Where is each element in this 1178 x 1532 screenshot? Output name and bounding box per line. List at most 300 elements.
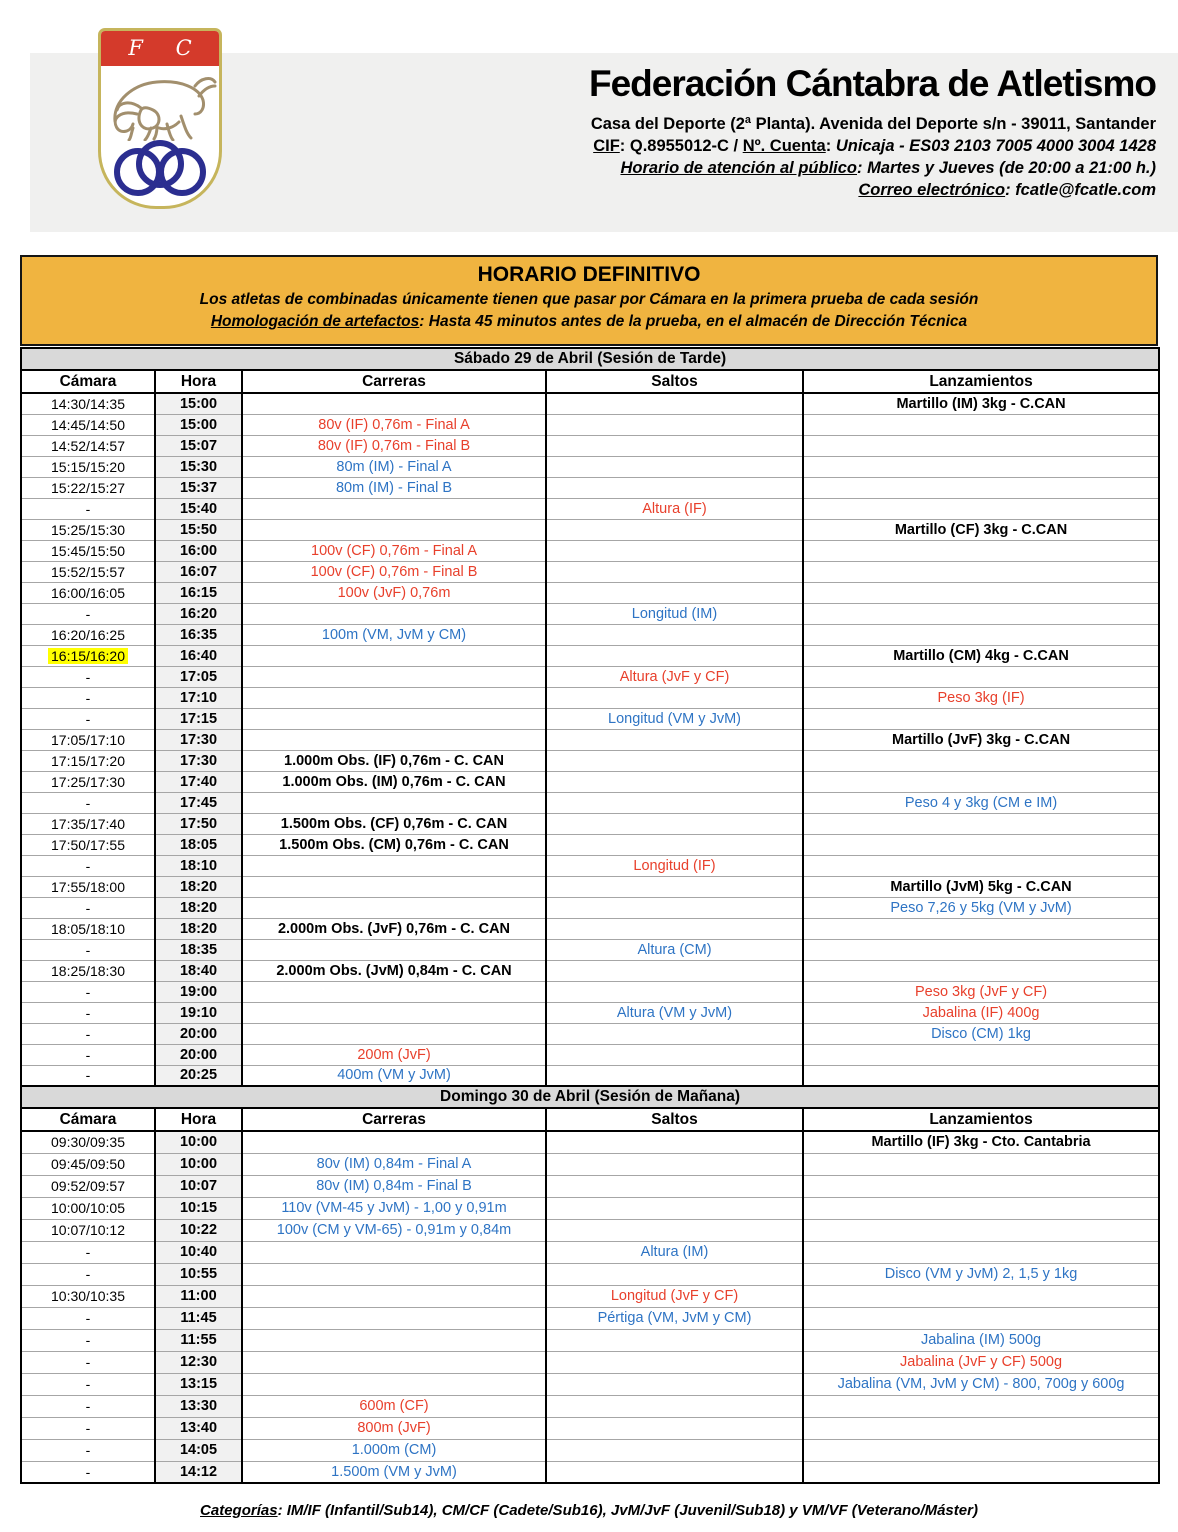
hora-cell: 15:37 bbox=[155, 477, 242, 498]
schedule-row bbox=[21, 708, 1159, 729]
saltos-cell bbox=[546, 1439, 803, 1461]
lanzamientos-cell: Jabalina (IM) 500g bbox=[803, 1329, 1159, 1351]
saltos-cell bbox=[546, 750, 803, 771]
carreras-cell: 80v (IF) 0,76m - Final B bbox=[242, 435, 546, 456]
hora-cell: 17:45 bbox=[155, 792, 242, 813]
schedule-row bbox=[21, 876, 1159, 897]
carreras-cell: 200m (JvF) bbox=[242, 1044, 546, 1065]
schedule-row bbox=[21, 1044, 1159, 1065]
lanzamientos-cell bbox=[803, 561, 1159, 582]
hora-cell: 17:30 bbox=[155, 729, 242, 750]
lanzamientos-cell bbox=[803, 834, 1159, 855]
carreras-cell bbox=[242, 1307, 546, 1329]
schedule-row bbox=[21, 1023, 1159, 1044]
account-value: Unicaja - ES03 2103 7005 4000 3004 1428 bbox=[835, 137, 1156, 155]
lanzamientos-cell: Martillo (IF) 3kg - Cto. Cantabria bbox=[803, 1131, 1159, 1153]
carreras-cell: 80v (IM) 0,84m - Final A bbox=[242, 1153, 546, 1175]
camara-cell: 15:25/15:30 bbox=[21, 519, 155, 540]
hora-cell: 17:10 bbox=[155, 687, 242, 708]
hora-cell: 20:00 bbox=[155, 1044, 242, 1065]
lanzamientos-cell bbox=[803, 918, 1159, 939]
camara-cell: 14:52/14:57 bbox=[21, 435, 155, 456]
carreras-cell: 2.000m Obs. (JvF) 0,76m - C. CAN bbox=[242, 918, 546, 939]
lanzamientos-cell bbox=[803, 435, 1159, 456]
notice-line-1: Los atletas de combinadas únicamente tienen que pasar por Cámara en la primera prueba de cada sesión bbox=[199, 291, 979, 308]
lanzamientos-cell bbox=[803, 1065, 1159, 1086]
saltos-cell bbox=[546, 456, 803, 477]
camara-cell: - bbox=[21, 981, 155, 1002]
schedule-row bbox=[21, 498, 1159, 519]
column-header-lanzamientos: Lanzamientos bbox=[803, 370, 1159, 393]
saltos-cell bbox=[546, 1417, 803, 1439]
notice-line-2-label: Homologación de artefactos bbox=[210, 313, 420, 330]
hora-cell: 17:15 bbox=[155, 708, 242, 729]
email-label: Correo electrónico bbox=[858, 181, 1006, 199]
schedule-row bbox=[21, 1395, 1159, 1417]
carreras-cell bbox=[242, 1373, 546, 1395]
saltos-cell bbox=[546, 435, 803, 456]
saltos-cell: Altura (CM) bbox=[546, 939, 803, 960]
camara-cell: - bbox=[21, 792, 155, 813]
schedule-row bbox=[21, 1002, 1159, 1023]
carreras-cell: 1.500m Obs. (CF) 0,76m - C. CAN bbox=[242, 813, 546, 834]
camara-cell: - bbox=[21, 666, 155, 687]
camara-cell: 09:52/09:57 bbox=[21, 1175, 155, 1197]
lanzamientos-cell bbox=[803, 1219, 1159, 1241]
highlighted-camara-time: 16:15/16:20 bbox=[48, 648, 128, 664]
cif-label: CIF bbox=[593, 137, 620, 155]
camara-cell: - bbox=[21, 1241, 155, 1263]
camara-cell: 15:52/15:57 bbox=[21, 561, 155, 582]
carreras-cell: 400m (VM y JvM) bbox=[242, 1065, 546, 1086]
saltos-cell bbox=[546, 876, 803, 897]
carreras-cell bbox=[242, 708, 546, 729]
notice-title: HORARIO DEFINITIVO bbox=[477, 263, 701, 286]
schedule-row bbox=[21, 687, 1159, 708]
saltos-cell bbox=[546, 561, 803, 582]
section-title: Domingo 30 de Abril (Sesión de Mañana) bbox=[21, 1086, 1159, 1108]
hora-cell: 19:00 bbox=[155, 981, 242, 1002]
column-header-row bbox=[21, 1108, 1159, 1131]
hora-cell: 20:25 bbox=[155, 1065, 242, 1086]
saltos-cell bbox=[546, 393, 803, 414]
email-value: : fcatle@fcatle.com bbox=[1005, 181, 1156, 199]
hora-cell: 19:10 bbox=[155, 1002, 242, 1023]
hora-cell: 17:05 bbox=[155, 666, 242, 687]
camara-cell: 10:07/10:12 bbox=[21, 1219, 155, 1241]
camara-cell: - bbox=[21, 1329, 155, 1351]
schedule-row bbox=[21, 1219, 1159, 1241]
lanzamientos-cell bbox=[803, 1241, 1159, 1263]
hora-cell: 15:07 bbox=[155, 435, 242, 456]
lanzamientos-cell bbox=[803, 666, 1159, 687]
carreras-cell: 1.000m (CM) bbox=[242, 1439, 546, 1461]
address-line: Casa del Deporte (2ª Planta). Avenida del Deporte s/n - 39011, Santander bbox=[590, 115, 1156, 133]
schedule-row bbox=[21, 1131, 1159, 1153]
hora-cell: 16:35 bbox=[155, 624, 242, 645]
carreras-cell bbox=[242, 1002, 546, 1023]
saltos-cell bbox=[546, 687, 803, 708]
lanzamientos-cell bbox=[803, 477, 1159, 498]
schedule-row bbox=[21, 414, 1159, 435]
lanzamientos-cell: Martillo (JvF) 3kg - C.CAN bbox=[803, 729, 1159, 750]
saltos-cell bbox=[546, 1065, 803, 1086]
column-header-saltos: Saltos bbox=[546, 1108, 803, 1131]
saltos-cell: Altura (JvF y CF) bbox=[546, 666, 803, 687]
rings-icon bbox=[111, 137, 209, 199]
carreras-cell: 80m (IM) - Final B bbox=[242, 477, 546, 498]
hora-cell: 16:15 bbox=[155, 582, 242, 603]
carreras-cell: 1.500m (VM y JvM) bbox=[242, 1461, 546, 1483]
schedule-row bbox=[21, 519, 1159, 540]
hora-cell: 20:00 bbox=[155, 1023, 242, 1044]
hora-cell: 10:55 bbox=[155, 1263, 242, 1285]
carreras-cell: 100v (CF) 0,76m - Final A bbox=[242, 540, 546, 561]
schedule-row bbox=[21, 1153, 1159, 1175]
schedule-row bbox=[21, 1263, 1159, 1285]
lanzamientos-cell bbox=[803, 960, 1159, 981]
carreras-cell: 1.000m Obs. (IF) 0,76m - C. CAN bbox=[242, 750, 546, 771]
camara-cell: 09:30/09:35 bbox=[21, 1131, 155, 1153]
camara-cell: 10:30/10:35 bbox=[21, 1285, 155, 1307]
saltos-cell bbox=[546, 624, 803, 645]
lanzamientos-cell bbox=[803, 624, 1159, 645]
camara-cell: - bbox=[21, 939, 155, 960]
saltos-cell bbox=[546, 540, 803, 561]
carreras-cell bbox=[242, 981, 546, 1002]
camara-cell: 18:25/18:30 bbox=[21, 960, 155, 981]
hora-cell: 17:40 bbox=[155, 771, 242, 792]
carreras-cell: 2.000m Obs. (JvM) 0,84m - C. CAN bbox=[242, 960, 546, 981]
lanzamientos-cell bbox=[803, 771, 1159, 792]
camara-cell: - bbox=[21, 1044, 155, 1065]
lanzamientos-cell bbox=[803, 414, 1159, 435]
schedule-row bbox=[21, 456, 1159, 477]
fca-logo bbox=[98, 28, 222, 209]
camara-cell: 15:15/15:20 bbox=[21, 456, 155, 477]
email-line bbox=[466, 179, 1156, 201]
fca-logo-initials: F C A bbox=[128, 36, 205, 94]
lanzamientos-cell bbox=[803, 855, 1159, 876]
lanzamientos-cell bbox=[803, 1307, 1159, 1329]
carreras-cell bbox=[242, 876, 546, 897]
schedule-row bbox=[21, 750, 1159, 771]
hora-cell: 15:00 bbox=[155, 393, 242, 414]
hora-cell: 11:55 bbox=[155, 1329, 242, 1351]
lanzamientos-cell bbox=[803, 708, 1159, 729]
carreras-cell bbox=[242, 897, 546, 918]
hora-cell: 18:20 bbox=[155, 897, 242, 918]
camara-cell: - bbox=[21, 1023, 155, 1044]
column-header-hora: Hora bbox=[155, 370, 242, 393]
camara-cell: 16:20/16:25 bbox=[21, 624, 155, 645]
camara-cell: - bbox=[21, 1373, 155, 1395]
carreras-cell bbox=[242, 939, 546, 960]
schedule-row bbox=[21, 540, 1159, 561]
saltos-cell: Longitud (IF) bbox=[546, 855, 803, 876]
saltos-cell bbox=[546, 1175, 803, 1197]
carreras-cell bbox=[242, 1351, 546, 1373]
carreras-cell: 100m (VM, JvM y CM) bbox=[242, 624, 546, 645]
categories-text: : IM/IF (Infantil/Sub14), CM/CF (Cadete/Sub16), JvM/JvF (Juvenil/Sub18) y VM/VF (Veterano/Máster) bbox=[277, 1502, 978, 1519]
lanzamientos-cell: Martillo (JvM) 5kg - C.CAN bbox=[803, 876, 1159, 897]
camara-cell: 17:15/17:20 bbox=[21, 750, 155, 771]
lanzamientos-cell: Martillo (CM) 4kg - C.CAN bbox=[803, 645, 1159, 666]
carreras-cell: 800m (JvF) bbox=[242, 1417, 546, 1439]
saltos-cell bbox=[546, 645, 803, 666]
categories-label: Categorías bbox=[200, 1502, 278, 1519]
camara-cell: - bbox=[21, 1439, 155, 1461]
carreras-cell: 110v (VM-45 y JvM) - 1,00 y 0,91m bbox=[242, 1197, 546, 1219]
hora-cell: 18:20 bbox=[155, 876, 242, 897]
hora-cell: 18:20 bbox=[155, 918, 242, 939]
camara-cell: - bbox=[21, 1417, 155, 1439]
lanzamientos-cell: Jabalina (VM, JvM y CM) - 800, 700g y 600g bbox=[803, 1373, 1159, 1395]
saltos-cell bbox=[546, 477, 803, 498]
carreras-cell: 100v (JvF) 0,76m bbox=[242, 582, 546, 603]
hora-cell: 18:35 bbox=[155, 939, 242, 960]
column-header-lanzamientos: Lanzamientos bbox=[803, 1108, 1159, 1131]
lanzamientos-cell: Disco (CM) 1kg bbox=[803, 1023, 1159, 1044]
camara-cell: - bbox=[21, 1461, 155, 1483]
saltos-cell bbox=[546, 897, 803, 918]
carreras-cell: 1.500m Obs. (CM) 0,76m - C. CAN bbox=[242, 834, 546, 855]
section-header-row bbox=[21, 348, 1159, 370]
saltos-cell bbox=[546, 1351, 803, 1373]
section-title: Sábado 29 de Abril (Sesión de Tarde) bbox=[21, 348, 1159, 370]
bull-icon bbox=[103, 71, 221, 141]
schedule-row bbox=[21, 960, 1159, 981]
lanzamientos-cell bbox=[803, 1175, 1159, 1197]
lanzamientos-cell: Martillo (IM) 3kg - C.CAN bbox=[803, 393, 1159, 414]
carreras-cell bbox=[242, 519, 546, 540]
carreras-cell bbox=[242, 498, 546, 519]
schedule-row bbox=[21, 435, 1159, 456]
lanzamientos-cell bbox=[803, 456, 1159, 477]
camara-cell: 17:25/17:30 bbox=[21, 771, 155, 792]
camara-cell: 17:50/17:55 bbox=[21, 834, 155, 855]
camara-cell: - bbox=[21, 708, 155, 729]
saltos-cell bbox=[546, 834, 803, 855]
hora-cell: 15:40 bbox=[155, 498, 242, 519]
carreras-cell bbox=[242, 792, 546, 813]
carreras-cell bbox=[242, 666, 546, 687]
camara-cell: - bbox=[21, 1307, 155, 1329]
hora-cell: 12:30 bbox=[155, 1351, 242, 1373]
saltos-cell bbox=[546, 813, 803, 834]
lanzamientos-cell: Jabalina (IF) 400g bbox=[803, 1002, 1159, 1023]
saltos-cell bbox=[546, 1153, 803, 1175]
schedule-row bbox=[21, 1307, 1159, 1329]
schedule-row bbox=[21, 582, 1159, 603]
camara-cell: 09:45/09:50 bbox=[21, 1153, 155, 1175]
carreras-cell bbox=[242, 645, 546, 666]
lanzamientos-cell bbox=[803, 540, 1159, 561]
lanzamientos-cell bbox=[803, 582, 1159, 603]
hora-cell: 18:40 bbox=[155, 960, 242, 981]
lanzamientos-cell: Martillo (CF) 3kg - C.CAN bbox=[803, 519, 1159, 540]
cif-account-line bbox=[466, 135, 1156, 157]
schedule-row bbox=[21, 1461, 1159, 1483]
column-header-cámara: Cámara bbox=[21, 370, 155, 393]
saltos-cell: Longitud (JvF y CF) bbox=[546, 1285, 803, 1307]
column-header-cámara: Cámara bbox=[21, 1108, 155, 1131]
saltos-cell bbox=[546, 981, 803, 1002]
lanzamientos-cell bbox=[803, 750, 1159, 771]
saltos-cell bbox=[546, 792, 803, 813]
carreras-cell bbox=[242, 1285, 546, 1307]
camara-cell: - bbox=[21, 498, 155, 519]
camara-cell: 16:00/16:05 bbox=[21, 582, 155, 603]
camara-cell: 17:55/18:00 bbox=[21, 876, 155, 897]
schedule-row bbox=[21, 939, 1159, 960]
notice-line-2 bbox=[22, 313, 1156, 331]
lanzamientos-cell: Jabalina (JvF y CF) 500g bbox=[803, 1351, 1159, 1373]
schedule-row bbox=[21, 666, 1159, 687]
schedule-row bbox=[21, 834, 1159, 855]
schedule-row bbox=[21, 603, 1159, 624]
schedule-row bbox=[21, 1329, 1159, 1351]
section-header-row bbox=[21, 1086, 1159, 1108]
hora-cell: 10:22 bbox=[155, 1219, 242, 1241]
saltos-cell bbox=[546, 1131, 803, 1153]
opening-hours-line bbox=[466, 157, 1156, 179]
column-header-carreras: Carreras bbox=[242, 1108, 546, 1131]
carreras-cell: 100v (CM y VM-65) - 0,91m y 0,84m bbox=[242, 1219, 546, 1241]
camara-cell: 14:30/14:35 bbox=[21, 393, 155, 414]
saltos-cell: Altura (VM y JvM) bbox=[546, 1002, 803, 1023]
saltos-cell bbox=[546, 1373, 803, 1395]
schedule-row bbox=[21, 624, 1159, 645]
hora-cell: 18:10 bbox=[155, 855, 242, 876]
schedule-row bbox=[21, 1175, 1159, 1197]
carreras-cell: 600m (CF) bbox=[242, 1395, 546, 1417]
schedule-row bbox=[21, 1373, 1159, 1395]
saltos-cell bbox=[546, 1461, 803, 1483]
carreras-cell bbox=[242, 1241, 546, 1263]
lanzamientos-cell bbox=[803, 1285, 1159, 1307]
hora-cell: 11:00 bbox=[155, 1285, 242, 1307]
hora-cell: 14:12 bbox=[155, 1461, 242, 1483]
hora-cell: 15:50 bbox=[155, 519, 242, 540]
saltos-cell bbox=[546, 771, 803, 792]
saltos-cell bbox=[546, 1219, 803, 1241]
carreras-cell: 80v (IM) 0,84m - Final B bbox=[242, 1175, 546, 1197]
lanzamientos-cell: Peso 4 y 3kg (CM e IM) bbox=[803, 792, 1159, 813]
carreras-cell bbox=[242, 1329, 546, 1351]
carreras-cell: 80v (IF) 0,76m - Final A bbox=[242, 414, 546, 435]
schedule-row bbox=[21, 1241, 1159, 1263]
lanzamientos-cell bbox=[803, 1461, 1159, 1483]
hora-cell: 17:30 bbox=[155, 750, 242, 771]
carreras-cell: 1.000m Obs. (IM) 0,76m - C. CAN bbox=[242, 771, 546, 792]
lanzamientos-cell bbox=[803, 1044, 1159, 1065]
saltos-cell: Longitud (IM) bbox=[546, 603, 803, 624]
camara-cell: - bbox=[21, 1263, 155, 1285]
hora-cell: 10:00 bbox=[155, 1131, 242, 1153]
hora-cell: 11:45 bbox=[155, 1307, 242, 1329]
account-sep: : bbox=[825, 137, 836, 155]
fca-logo-banner bbox=[101, 31, 219, 94]
saltos-cell bbox=[546, 960, 803, 981]
carreras-cell bbox=[242, 1263, 546, 1285]
schedule-row bbox=[21, 1065, 1159, 1086]
notice-box bbox=[20, 255, 1158, 346]
saltos-cell bbox=[546, 519, 803, 540]
hora-cell: 10:00 bbox=[155, 1153, 242, 1175]
lanzamientos-cell: Peso 3kg (JvF y CF) bbox=[803, 981, 1159, 1002]
hora-cell: 16:00 bbox=[155, 540, 242, 561]
hora-cell: 16:20 bbox=[155, 603, 242, 624]
schedule-row bbox=[21, 729, 1159, 750]
schedule-row bbox=[21, 561, 1159, 582]
saltos-cell bbox=[546, 582, 803, 603]
hora-cell: 10:40 bbox=[155, 1241, 242, 1263]
hora-cell: 13:15 bbox=[155, 1373, 242, 1395]
saltos-cell bbox=[546, 1023, 803, 1044]
camara-cell: 10:00/10:05 bbox=[21, 1197, 155, 1219]
camara-cell: - bbox=[21, 1002, 155, 1023]
carreras-cell bbox=[242, 855, 546, 876]
schedule-row bbox=[21, 792, 1159, 813]
hora-cell: 10:15 bbox=[155, 1197, 242, 1219]
lanzamientos-cell bbox=[803, 1197, 1159, 1219]
lanzamientos-cell bbox=[803, 1417, 1159, 1439]
saltos-cell bbox=[546, 918, 803, 939]
column-header-saltos: Saltos bbox=[546, 370, 803, 393]
carreras-cell bbox=[242, 1131, 546, 1153]
saltos-cell: Altura (IM) bbox=[546, 1241, 803, 1263]
schedule-row bbox=[21, 477, 1159, 498]
camara-cell: - bbox=[21, 1351, 155, 1373]
column-header-carreras: Carreras bbox=[242, 370, 546, 393]
lanzamientos-cell bbox=[803, 1153, 1159, 1175]
schedule-row bbox=[21, 981, 1159, 1002]
saltos-cell: Longitud (VM y JvM) bbox=[546, 708, 803, 729]
schedule-row bbox=[21, 1285, 1159, 1307]
camara-cell: 14:45/14:50 bbox=[21, 414, 155, 435]
saltos-cell bbox=[546, 1329, 803, 1351]
carreras-cell bbox=[242, 729, 546, 750]
camara-cell: - bbox=[21, 687, 155, 708]
camara-cell: 17:05/17:10 bbox=[21, 729, 155, 750]
hora-cell: 16:07 bbox=[155, 561, 242, 582]
lanzamientos-cell: Peso 3kg (IF) bbox=[803, 687, 1159, 708]
hora-cell: 14:05 bbox=[155, 1439, 242, 1461]
camara-cell: - bbox=[21, 1065, 155, 1086]
column-header-hora: Hora bbox=[155, 1108, 242, 1131]
camara-cell: 17:35/17:40 bbox=[21, 813, 155, 834]
saltos-cell bbox=[546, 1197, 803, 1219]
notice-line-2-rest: : Hasta 45 minutos antes de la prueba, en el almacén de Dirección Técnica bbox=[419, 313, 968, 330]
carreras-cell: 100v (CF) 0,76m - Final B bbox=[242, 561, 546, 582]
schedule-row bbox=[21, 897, 1159, 918]
schedule-row bbox=[21, 645, 1159, 666]
account-label: Nº. Cuenta bbox=[742, 137, 826, 155]
hora-cell: 15:30 bbox=[155, 456, 242, 477]
hora-cell: 10:07 bbox=[155, 1175, 242, 1197]
hora-cell: 13:30 bbox=[155, 1395, 242, 1417]
camara-cell: - bbox=[21, 855, 155, 876]
hora-cell: 18:05 bbox=[155, 834, 242, 855]
schedule-row bbox=[21, 1417, 1159, 1439]
schedule-row bbox=[21, 918, 1159, 939]
camara-cell: 18:05/18:10 bbox=[21, 918, 155, 939]
saltos-cell bbox=[546, 1395, 803, 1417]
opening-hours-value: : Martes y Jueves (de 20:00 a 21:00 h.) bbox=[857, 159, 1156, 177]
categories-footnote bbox=[0, 1502, 1178, 1519]
schedule-row bbox=[21, 771, 1159, 792]
